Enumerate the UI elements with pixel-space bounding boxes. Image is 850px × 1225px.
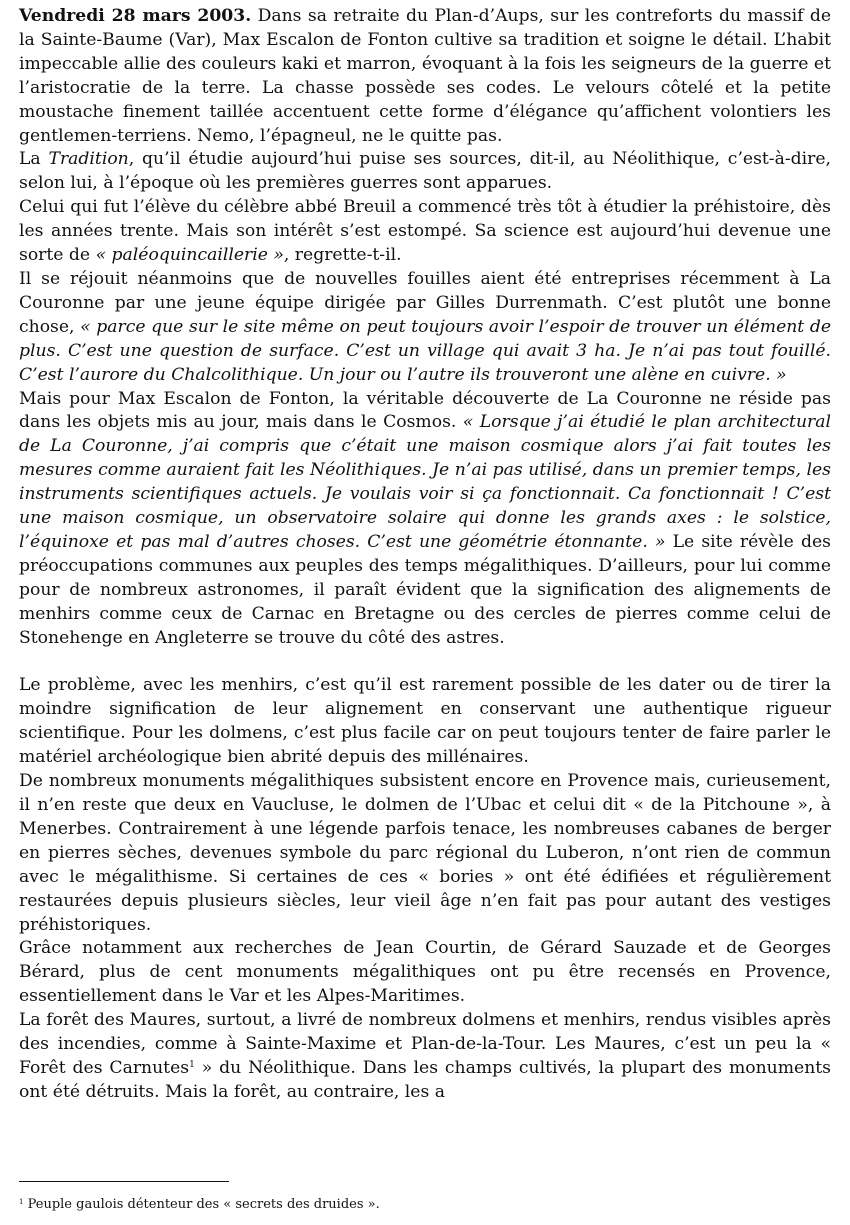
paragraph-3 xyxy=(19,196,831,268)
footnote xyxy=(19,1197,831,1213)
paragraph-text: , qu’il étudie aujourd’hui puise ses sources, dit-il, au Néolithique, c’est-à-dire, selon lui, à l’époque où les premières guerres sont apparues. xyxy=(19,149,832,194)
footnote-text: Peuple gaulois détenteur des « secrets des druides ». xyxy=(23,1197,380,1212)
paragraph-text: Mais pour Max Escalon de Fonton, la véritable découverte de La Couronne ne réside pas dans les objets mis au jour, mais dans le Cosmos. xyxy=(19,388,831,433)
italic-quote: « parce que sur le site même on peut toujours avoir l’espoir de trouver un élément de plus. C’est une question de surface. C’est un village qui avait 3 ha. Je n’ai pas tout fouillé. C’est l’aurore du Chalcolithique. Un jour ou l’autre ils trouveront une alène en cuivre. » xyxy=(19,316,831,385)
footnote-number: 1 xyxy=(19,1198,24,1206)
paragraph-9 xyxy=(19,1009,831,1105)
paragraph-7: De nombreux monuments mégalithiques subsistent encore en Provence mais, curieusement, il n’en reste que deux en Vaucluse, le dolmen de l’Ubac et celui dit « de la Pitchoune », à Menerbes. Contrairement à une légende parfois tenace, les nombreuses cabanes de berger en pierres sèches, devenues symbole du parc régional du Luberon, n’ont rien de commun avec le mégalithisme. Si certaines de ces « bories » ont été édifiées et régulièrement restaurées depuis plusieurs siècles, leur vieil âge n’en fait pas pour autant des vestiges préhistoriques. xyxy=(19,771,831,935)
paragraph-text: » du Néolithique. Dans les champs cultivés, la plupart des monuments ont été détruits. Mais la forêt, au contraire, les a xyxy=(19,1057,831,1102)
paragraph-text: , regrette-t-il. xyxy=(283,245,402,266)
paragraph-4 xyxy=(19,268,831,388)
footnote-separator xyxy=(19,1181,229,1182)
paragraph-text: Celui qui fut l’élève du célèbre abbé Breuil a commencé très tôt à étudier la préhistoire, dès les années trente. Mais son intérêt s’est estompé. Sa science est aujourd’hui devenue une sorte de xyxy=(19,197,831,266)
paragraph-text: La xyxy=(19,149,49,170)
paragraph-text: Dans sa retraite du Plan-d’Aups, sur les contreforts du massif de la Sainte-Baume (Var), Max Escalon de Fonton cultive sa tradition et soigne le détail. L’habit impeccable allie des couleurs kaki et marron, évoquant à la fois les seigneurs de la guerre et l’aristocratie de la terre. La chasse possède ses codes. Le velours côtelé et la petite moustache finement taillée accentuent cette forme d’élégance qu’affichent volontiers les gentlemen-terriens. Nemo, l’épagneul, ne le quitte pas. xyxy=(19,6,831,146)
article-body xyxy=(19,5,831,1105)
italic-term: Tradition xyxy=(48,149,129,170)
footnote-ref[interactable]: 1 xyxy=(189,1059,195,1070)
paragraph-8: Grâce notamment aux recherches de Jean Courtin, de Gérard Sauzade et de Georges Bérard, plus de cent monuments mégalithiques ont pu être recensés en Provence, essentiellement dans le Var et les Alpes-Maritimes. xyxy=(19,938,831,1007)
paragraph-text: La forêt des Maures, surtout, a livré de nombreux dolmens et menhirs, rendus visibles après des incendies, comme à Sainte-Maxime et Plan-de-la-Tour. Les Maures, c’est un peu la « Forêt des Carnutes xyxy=(19,1010,831,1078)
paragraph-text: Il se réjouit néanmoins que de nouvelles fouilles aient été entreprises récemment à La Couronne par une jeune équipe dirigée par Gilles Durrenmath. C’est plutôt une bonne chose, xyxy=(19,268,831,337)
italic-quote: « paléoquincaillerie » xyxy=(95,245,284,266)
paragraph-2 xyxy=(19,148,831,196)
paragraph-5 xyxy=(19,388,831,651)
paragraph-text: Le site révèle des préoccupations communes aux peuples des temps mégalithiques. D’ailleurs, pour lui comme pour de nombreux astronomes, il paraît évident que la signification des alignements de menhirs comme ceux de Carnac en Bretagne ou des cercles de pierres comme celui de Stonehenge en Angleterre se trouve du côté des astres. xyxy=(19,531,831,648)
date-lead: Vendredi 28 mars 2003. xyxy=(19,6,252,26)
italic-quote: « Lorsque j’ai étudié le plan architectural de La Couronne, j’ai compris que c’était une maison cosmique alors j’ai fait toutes les mesures comme auraient fait les Néolithiques. Je n’ai pas utilisé, dans un premier temps, les instruments scientifiques actuels. Je voulais voir si ça fonctionnait. Ca fonctionnait ! C’est une maison cosmique, un observatoire solaire qui donne les grands axes : le solstice, l’équinoxe et pas mal d’autres choses. C’est une géométrie étonnante. » xyxy=(19,412,831,552)
paragraph-6: Le problème, avec les menhirs, c’est qu’il est rarement possible de les dater ou de tirer la moindre signification de leur alignement en conservant une authentique rigueur scientifique. Pour les dolmens, c’est plus facile car on peut toujours tenter de faire parler le matériel archéologique bien abrité depuis des millénaires. xyxy=(19,675,831,768)
paragraph-1 xyxy=(19,5,831,148)
